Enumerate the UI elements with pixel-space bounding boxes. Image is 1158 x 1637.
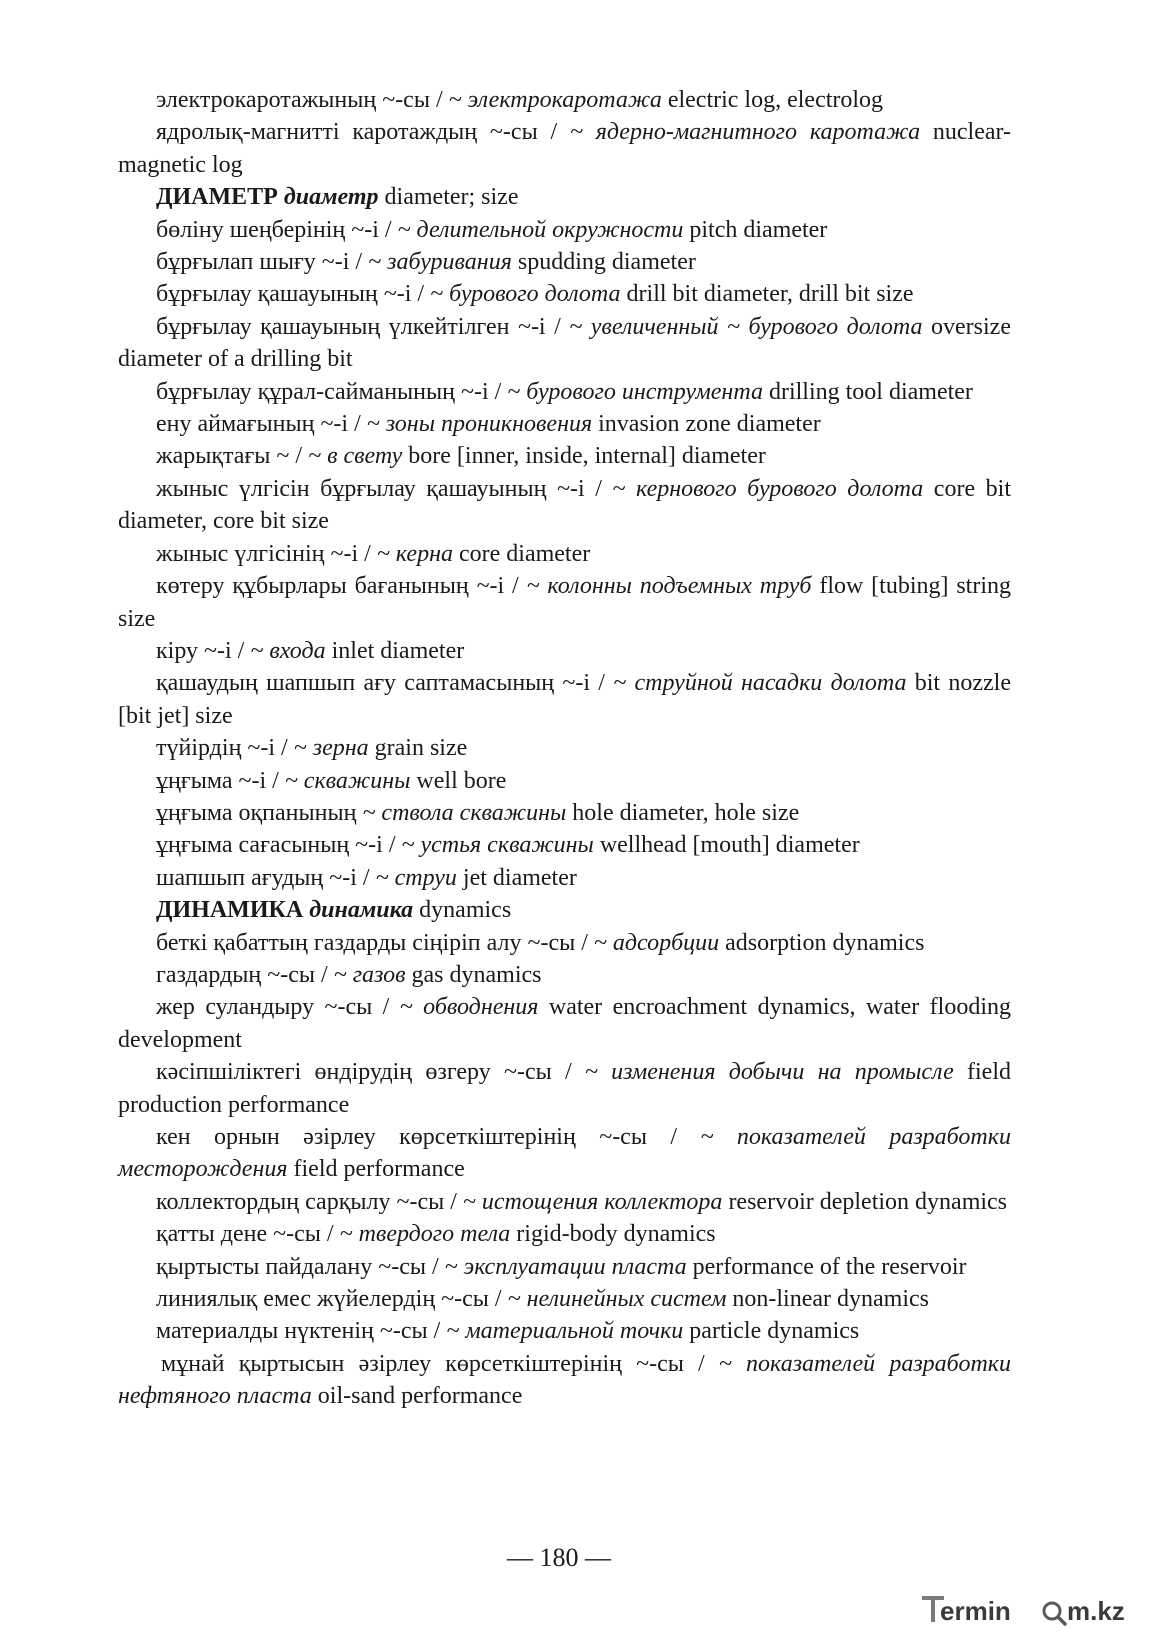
dictionary-entry: кен орнын әзірлеу көрсеткіштерінің ~-сы / ~ показателей разработки месторождения field performance xyxy=(118,1124,1011,1183)
dictionary-entry: бұрғылау қашауының үлкейтілген ~-і / ~ увеличенный ~ бурового долота oversize diameter of a drilling bit xyxy=(118,313,1011,373)
dictionary-entry: түйірдің ~-і / ~ зерна grain size xyxy=(156,735,468,762)
dictionary-entry: коллектордың сарқылу ~-сы / ~ истощения коллектора reservoir depletion dynamics xyxy=(156,1188,1008,1215)
dictionary-entry: беткі қабаттың газдарды сіңіріп алу ~-сы / ~ адсорбции adsorption dynamics xyxy=(156,929,925,956)
headword-entry: ДИНАМИКА динамика dynamics xyxy=(156,897,512,924)
dictionary-entry: ұңғыма ~-і / ~ скважины well bore xyxy=(156,767,507,794)
site-watermark xyxy=(918,1590,1138,1630)
dictionary-entry: қашаудың шапшып ағу саптамасының ~-і / ~ струйной насадки долота bit nozzle [bit jet] size xyxy=(118,670,1011,729)
dictionary-entry: линиялық емес жүйелердің ~-сы / ~ нелинейных систем non-linear dynamics xyxy=(156,1286,929,1313)
dictionary-entry: бұрғылау құрал-сайманының ~-і / ~ бурового инструмента drilling tool diameter xyxy=(156,378,973,405)
dictionary-entry: материалды нүктенің ~-сы / ~ материальной точки particle dynamics xyxy=(156,1318,860,1345)
dictionary-entry: жыныс үлгісінің ~-і / ~ керна core diameter xyxy=(156,540,591,567)
dictionary-entry: жер суландыру ~-сы / ~ обводнения water encroachment dynamics, water flooding development xyxy=(118,994,1011,1053)
dictionary-entry: ұңғыма оқпанының ~ ствола скважины hole diameter, hole size xyxy=(156,799,800,826)
dictionary-entry: газдардың ~-сы / ~ газов gas dynamics xyxy=(156,961,542,988)
watermark-logo xyxy=(918,1590,1138,1630)
magnifier-icon xyxy=(1044,1603,1065,1624)
dictionary-entry: мұнай қыртысын әзірлеу көрсеткіштерінің ~-сы / ~ показателей разработки нефтяного пласта oil-sand performance xyxy=(118,1350,1011,1410)
dictionary-entry: ұңғыма сағасының ~-і / ~ устья скважины wellhead [mouth] diameter xyxy=(156,832,860,859)
dictionary-entry: бөліну шеңберінің ~-і / ~ делительной окружности pitch diameter xyxy=(156,216,828,243)
dictionary-entry: бұрғылау қашауының ~-і / ~ бурового долота drill bit diameter, drill bit size xyxy=(156,281,914,308)
dictionary-entry: шапшып ағудың ~-і / ~ струи jet diameter xyxy=(156,864,577,891)
page-number: — 180 — xyxy=(507,1543,611,1572)
dictionary-entry: жарықтағы ~ / ~ в свету bore [inner, inside, internal] diameter xyxy=(156,443,766,470)
dictionary-entry: қыртысты пайдалану ~-сы / ~ эксплуатации пласта performance of the reservoir xyxy=(156,1253,967,1280)
dictionary-entry: кіру ~-і / ~ входа inlet diameter xyxy=(156,637,465,664)
dictionary-entry: ядролық-магнитті каротаждың ~-сы / ~ ядерно-магнитного каротажа nuclear-magnetic log xyxy=(118,119,1012,178)
dictionary-entry: қатты дене ~-сы / ~ твердого тела rigid-body dynamics xyxy=(156,1221,716,1248)
dictionary-entry: кәсіпшіліктегі өндірудің өзгеру ~-сы / ~ изменения добычи на промысле field production performance xyxy=(118,1059,1011,1118)
dictionary-entry: жыныс үлгісін бұрғылау қашауының ~-і / ~ кернового бурового долота core bit diameter, core bit size xyxy=(118,475,1011,535)
headword-entry: ДИАМЕТР диаметр diameter; size xyxy=(156,184,519,211)
watermark-text-left: ermin xyxy=(940,1596,1011,1626)
dictionary-entry: ену аймағының ~-і / ~ зоны проникновения invasion zone diameter xyxy=(156,411,821,438)
dictionary-entry: бұрғылап шығу ~-і / ~ забуривания spudding diameter xyxy=(156,249,696,276)
watermark-text-right: m.kz xyxy=(1067,1596,1125,1626)
dictionary-entry: көтеру құбырлары бағанының ~-і / ~ колонны подъемных труб flow [tubing] string size xyxy=(118,573,1011,632)
dictionary-text xyxy=(118,84,1011,1413)
dictionary-entry: электрокаротажының ~-сы / ~ электрокаротажа electric log, electrolog xyxy=(156,87,884,113)
